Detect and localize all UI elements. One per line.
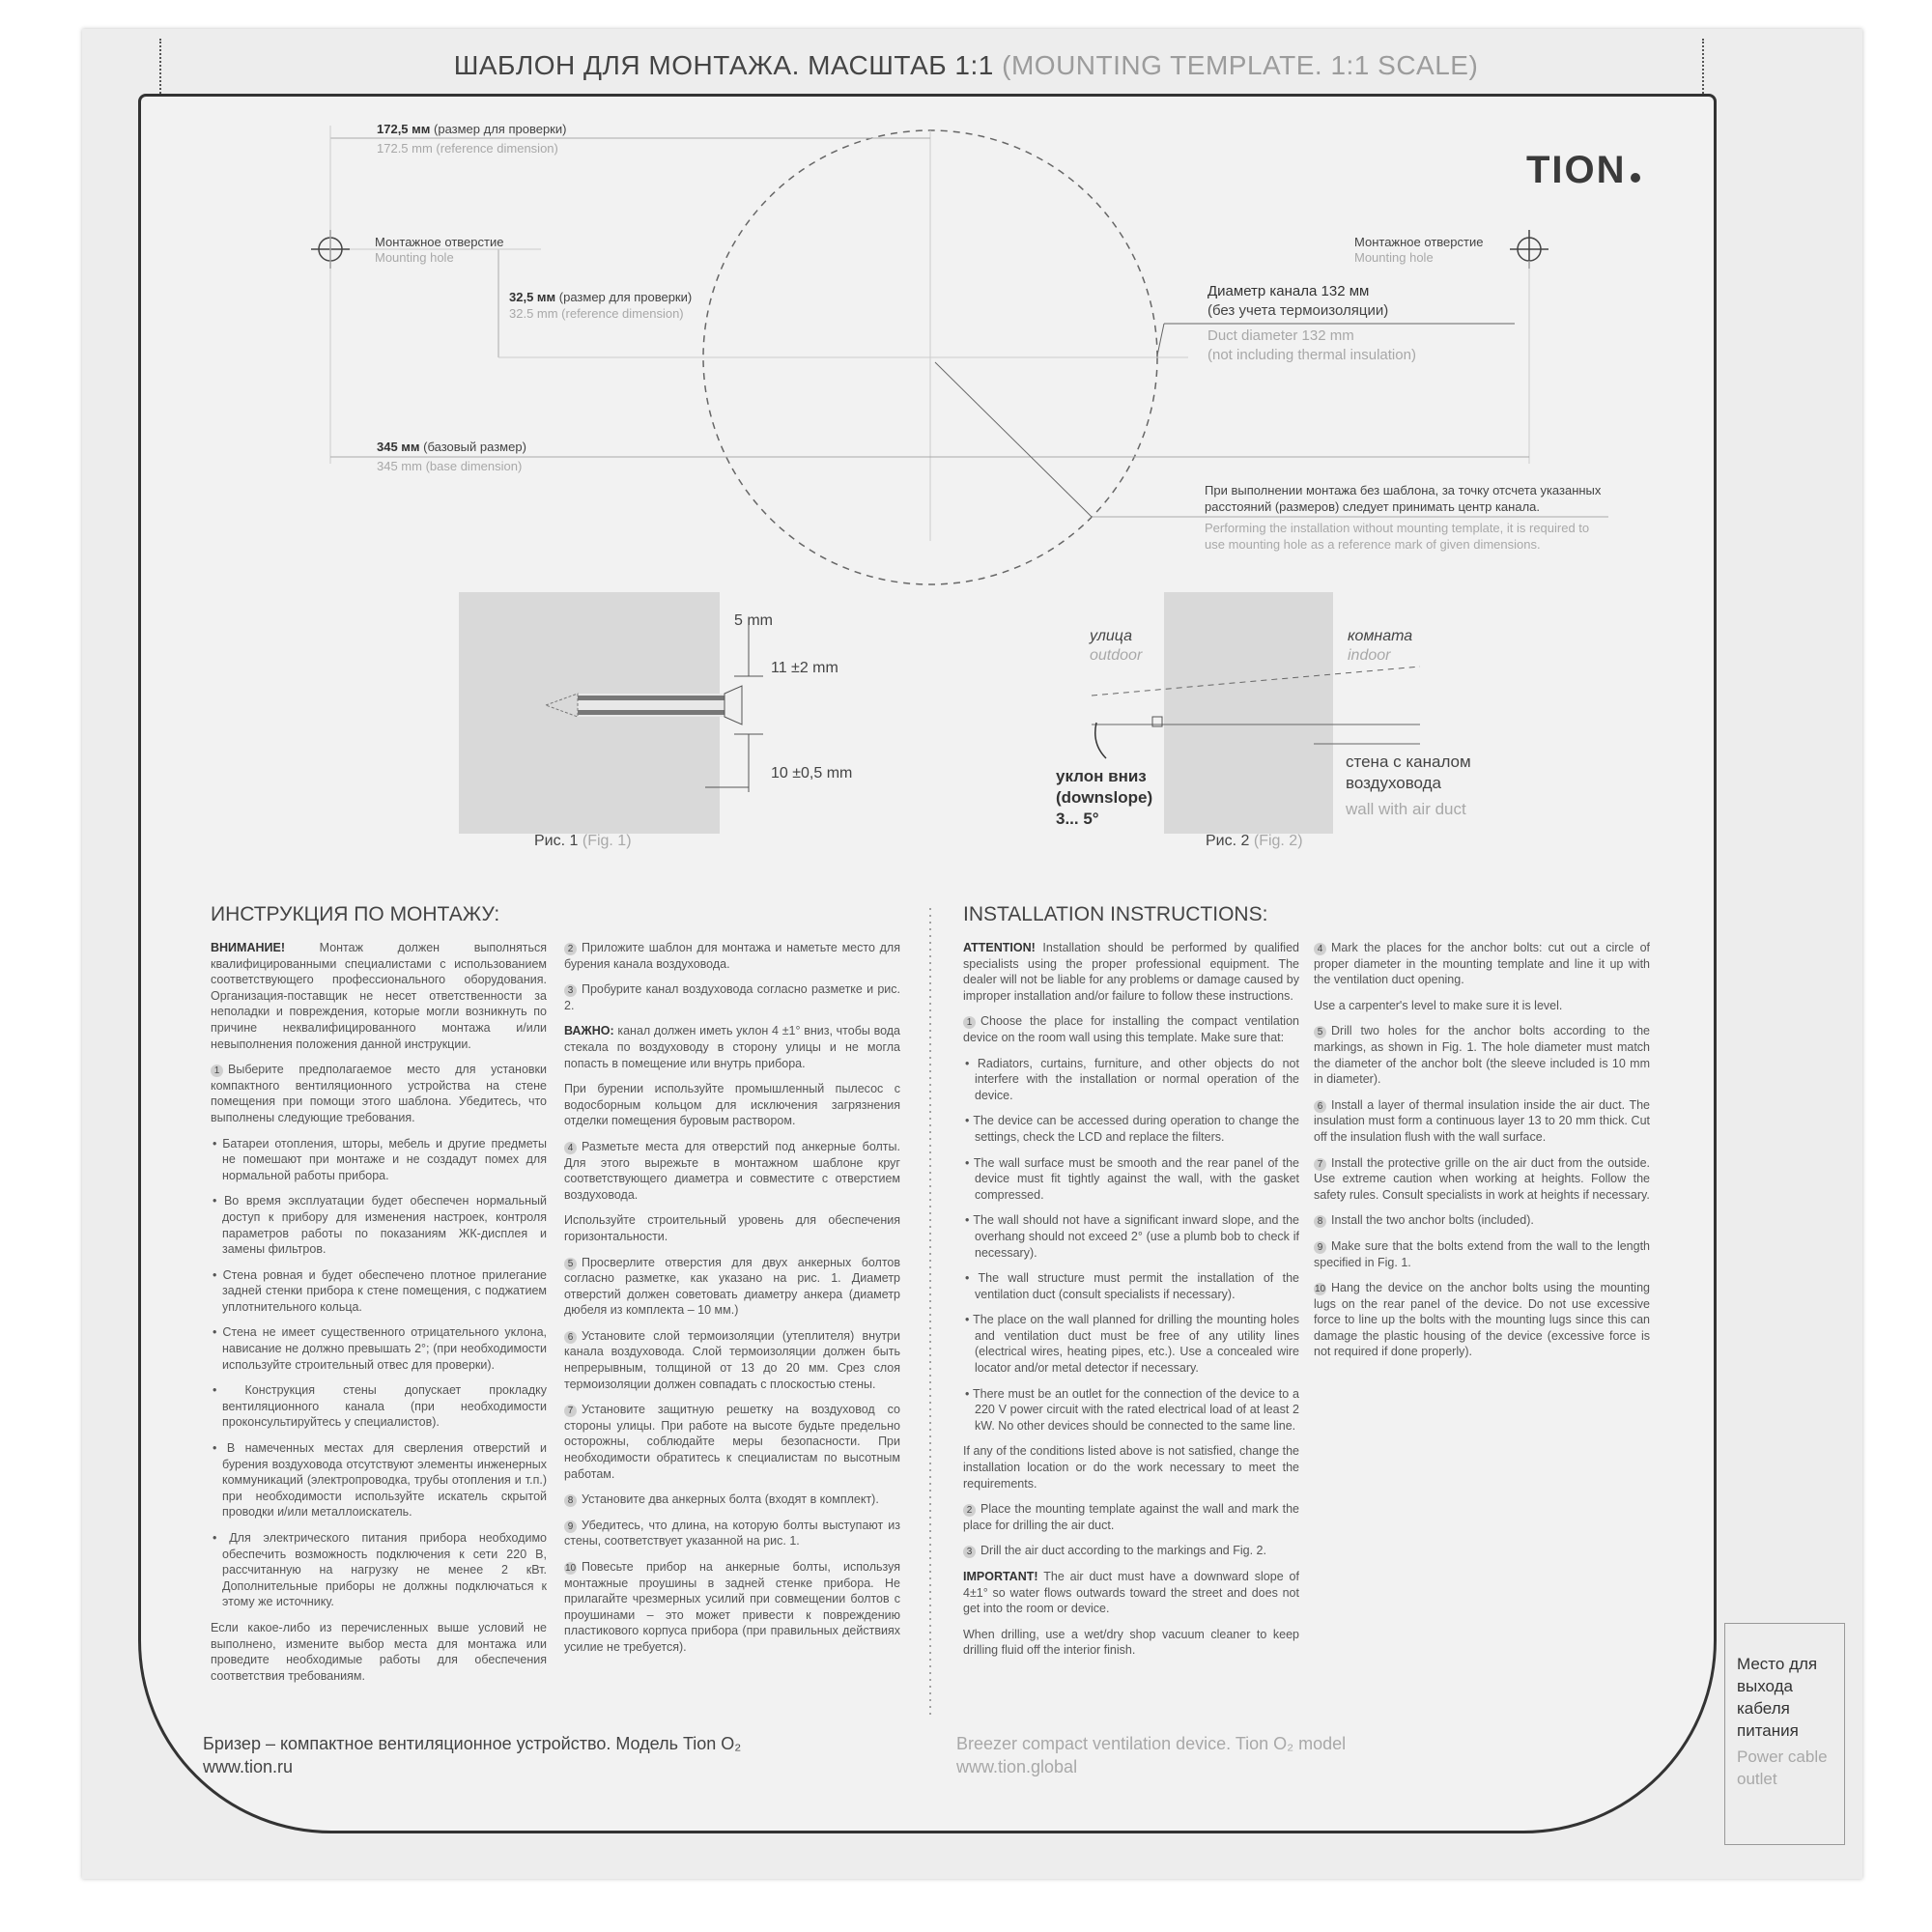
fig1-caption: Рис. 1 (Fig. 1) [534,833,632,849]
note-ru-2: расстояний (размеров) следует принимать центр канала. [1205,499,1541,514]
en-column-1: ATTENTION! Installation should be performed by qualified specialists using the proper professional equipment. The dealer will not be liable for any problems or damage caused by improper installation and/or failure to follow these instructions. 1 Choose the place for installing the compact ventilation device on the room wall using this template. Make sure that: • Radiators, curtains, furniture, and other objects do not interfere with the installation or normal operation of the device. • The device can be accessed during operation to change the settings, check the LCD and replace the filters. • The wall surface must be smooth and the rear panel of the device must fit tightly against the wall, with the gasket compressed. • The wall should not have a significant inward slope, and the overhang should not exceed 2° (use a plumb bob to check if necessary). • The wall structure must permit the installation of the ventilation duct (consult specialists if necessary). • The place on the wall planned for drilling the mounting holes and ventilation duct must be free of any utility lines (electrical wires, heating pipes, etc.). Use a concealed wire locator and/or metal detector if necessary. • There must be an outlet for the connection of the device to a 220 V power circuit with the rated electrical load of at least 2 kW. No other devices should be connected to the same line. If any of the conditions listed above is not satisfied, change the installation location or do the work necessary to meet the requirements. 2 Place the mounting template against the wall and mark the place for drilling the air duct. 3 Drill the air duct according to the markings and Fig. 2. IMPORTANT! The air duct must have a downward slope of 4±1° so water flows outwards toward the street and does not get into the room or device. When drilling, use a wet/dry shop vacuum cleaner to keep drilling fluid off the interior finish. [963,941,1299,1658]
dim-172-ru: 172,5 мм (размер для проверки) [377,122,567,136]
footer-en-model: Breezer compact ventilation device. Tion O₂ model [956,1734,1347,1753]
fig1-bolt-top [578,696,732,700]
fig2-outdoor-en: outdoor [1090,647,1143,664]
dim-32-ru: 32,5 мм (размер для проверки) [509,290,693,304]
footer-ru-url: www.tion.ru [203,1757,294,1776]
cable-en: Power cable outlet [1737,1747,1828,1788]
power-cable-outlet-box [1724,1623,1845,1845]
ru-column-2: 2 Приложите шаблон для монтажа и наметьте место для бурения канала воздуховода. 3 Пробурите канал воздуховода согласно разметке и рис. 2. ВАЖНО: канал должен иметь уклон 4 ±1° вниз, чтобы вода стекала по воздуховоду в сторону улицы и не могла попасть в помещение или внутрь прибора. При бурении используйте промышленный пылесос с водосборным кольцом для исключения загрязнения отделки помещения буровым раствором. 4 Разметьте места для отверстий под анкерные болты. Для этого вырежьте в монтажном шаблоне круг соответствующего диаметра и совместите с отверстием воздуховода. Используйте строительный уровень для обеспечения горизонтальности. 5 Просверлите отверстия для двух анкерных болтов согласно разметке, как указано на рис. 1. Диаметр отверстий должен советовать диаметру анкера (диаметр дюбеля из комплекта – 10 мм.) 6 Установите слой термоизоляции (утеплителя) внутри канала воздуховода. Слой термоизоляции должен быть непрерывным, толщиной от 13 до 20 мм. Срез слоя термоизоляции должен совпадать с плоскостью стены. 7 Установите защитную решетку на воздуховод со стороны улицы. При работе на высоте будьте предельно осторожны, соблюдайте меры безопасности. При необходимости обратитесь к специалистам по высотным работам. 8 Установите два анкерных болта (входят в комплект). 9 Убедитесь, что длина, на которую болты выступают из стены, соответствует указанной на рис. 1. 10 Повесьте прибор на анкерные болты, используя монтажные проушины в задней стенке прибора. Не прилагайте чрезмерных усилий при совмещении болтов с проушинами – это может привести к повреждению пластикового корпуса прибора (при правильных действиях усилие не требуется). [564,941,900,1654]
duct-ru-1: Диаметр канала 132 мм [1208,283,1370,299]
duct-ru-2: (без учета термоизоляции) [1208,302,1389,319]
note-en-1: Performing the installation without mounting template, it is required to [1205,521,1590,535]
dim-345-ru: 345 мм (базовый размер) [377,440,526,454]
fig1-bolt-bottom [578,710,732,715]
ru-heading: ИНСТРУКЦИЯ ПО МОНТАЖУ: [211,903,500,925]
hole-left-ru: Монтажное отверстие [375,235,504,249]
fig1-dim-11-label: 11 ±2 mm [771,660,838,676]
footer-ru [203,1732,741,1778]
dim-345-en: 345 mm (base dimension) [377,459,523,473]
fig2-downslope-arrow-icon [1095,723,1106,758]
dim-32-en: 32.5 mm (reference dimension) [509,306,684,321]
hole-left-en: Mounting hole [375,250,454,265]
fig2-caption: Рис. 2 (Fig. 2) [1206,833,1303,849]
fig2-wall [1164,592,1333,834]
footer-ru-model: Бризер – компактное вентиляционное устройство. Модель Tion O₂ [203,1734,742,1753]
fig2-outdoor-ru: улица [1090,628,1132,644]
footer-en-url: www.tion.global [956,1757,1078,1776]
ru-column-1: ВНИМАНИЕ! Монтаж должен выполняться квалифицированными специалистами с использованием соответствующего профессионального оборудования. Организация-поставщик не несет ответственности за неполадки и повреждения, которые могли возникнуть по причине неквалифицированного монтажа и/или невыполнения положения данной инструкции. 1 Выберите предполагаемое место для установки компактного вентиляционного устройства на стене помещения при помощи этого шаблона. Убедитесь, что выполнены следующие требования. • Батареи отопления, шторы, мебель и другие предметы не помешают при монтаже и не создадут помех для нормальной работы прибора. • Во время эксплуатации будет обеспечен нормальный доступ к прибору для изменения настроек, контроля параметров работы по показаниям ЖК-дисплея и замены фильтров. • Стена ровная и будет обеспечено плотное прилегание задней стенки прибора к стене помещения, с поджатием уплотнительного кольца. • Стена не имеет существенного отрицательного уклона, нависание не должно превышать 2°; (при необходимости используйте строительный отвес для проверки). • Конструкция стены допускает прокладку вентиляционного канала (при необходимости проконсультируйтесь у специалистов). • В намеченных местах для сверления отверстий и бурения воздуховода отсутствуют элементы инженерных коммуникаций (электропроводка, трубы отопления и т.п.) при необходимости используйте искатель скрытой проводки и/или металлоискатель. • Для электрического питания прибора необходимо обеспечить возможность подключения к сети 220 В, рассчитанную на нагрузку не менее 2 кВт. Дополнительные приборы не должны подключаться к этому же источнику. Если какое-либо из перечисленных выше условий не выполнено, измените выбор места для монтажа или проведите необходимые работы для обеспечения соответствия требованиям. [211,941,547,1683]
title-en: (MOUNTING TEMPLATE. 1:1 SCALE) [1002,50,1479,80]
cable-ru: Место для выхода кабеля питания [1737,1655,1818,1740]
footer-en [956,1732,1346,1778]
hole-right-en: Mounting hole [1354,250,1434,265]
duct-en-1: Duct diameter 132 mm [1208,327,1354,344]
fig2-indoor-ru: комната [1348,628,1413,644]
fig2-wall-en: wall with air duct [1346,800,1466,818]
logo-text: TION [1526,149,1627,191]
dim-172-en: 172.5 mm (reference dimension) [377,141,558,156]
center-pointer [935,362,1092,517]
note-ru-1: При выполнении монтажа без шаблона, за точку отсчета указанных [1205,483,1602,497]
fig2-slope-label: уклон вниз (downslope) 3... 5° [1056,767,1153,828]
en-heading: INSTALLATION INSTRUCTIONS: [963,903,1268,925]
fig1-dim-5-label: 5 mm [734,612,773,629]
fig2-wall-ru: стена с каналом воздуховода [1346,753,1471,792]
fig2-indoor-en: indoor [1348,647,1391,664]
en-column-2: 4 Mark the places for the anchor bolts: cut out a circle of proper diameter in the mounting template and line it up with the ventilation duct opening. Use a carpenter's level to make sure it is level. 5 Drill two holes for the anchor bolts according to the markings, as shown in Fig. 1. The hole diameter must match the diameter of the anchor bolt (the sleeve included is 10 mm in diameter). 6 Install a layer of thermal insulation inside the air duct. The insulation must form a continuous layer 13 to 20 mm thick. Cut off the insulation flush with the wall surface. 7 Install the protective grille on the air duct from the outside. Use extreme caution when working at heights. Follow the safety rules. Consult specialists in work at heights if necessary. 8 Install the two anchor bolts (included). 9 Make sure that the bolts extend from the wall to the length specified in Fig. 1. 10 Hang the device on the anchor bolts using the mounting lugs on the rear panel of the device. Do not use excessive force to line up the bolts with the mounting lugs since this can damage the plastic housing of the device (excessive force is not required if done properly). [1314,941,1650,1359]
duct-pointer [1157,324,1164,355]
note-en-2: use mounting hole as a reference mark of given dimensions. [1205,537,1541,552]
hole-right-ru: Монтажное отверстие [1354,235,1484,249]
fig1-dim-10-label: 10 ±0,5 mm [771,765,853,781]
title-ru: ШАБЛОН ДЛЯ МОНТАЖА. МАСШТАБ 1:1 [453,50,994,80]
fig1-bolt-head [724,686,742,724]
duct-en-2: (not including thermal insulation) [1208,347,1416,363]
